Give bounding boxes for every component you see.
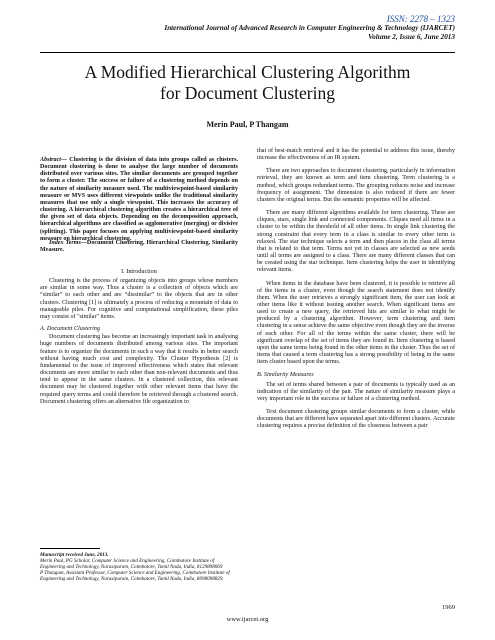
header-rule [40,52,455,53]
footnote-rule [40,548,100,549]
index-terms-label: Index Terms [49,240,81,246]
right-column [257,148,455,430]
paper-title [40,62,455,104]
title-line-2: for Document Clustering [160,83,335,103]
right-paragraph-1: There are two approaches to document clustering, particularly in information retrieval, they are known as term and item clustering. Term clustering is a method, which groups redundant terms. The grouping reduces noise and increase frequency of assignment. The dimension is also reduced if there are fewer clusters the original terms. But the semantic properties will be affected. [257,168,455,203]
authors: Merin Paul, P Thangam [206,120,289,129]
subsection-heading-similarity-measures: B. Similarity Measures [257,371,314,379]
footnote [40,552,238,582]
right-paragraph-5: Text document clustering groups similar documents to form a cluster, while documents that are different have separated apart into different clusters. Accurate clustering requires a precise definition of the closeness between a pair [257,409,455,430]
introduction-section [40,268,238,406]
section-heading-introduction: I. Introduction [121,268,157,275]
issn: ISSN: 2278 – 1323 [386,14,455,24]
right-paragraph-4: The set of terms shared between a pair of documents is typically used as an indication of the similarity of the pair. The nature of similarity measure plays a very important role in the success or failure of a clustering method. [257,381,455,402]
journal-volume: Volume 2, Issue 6, June 2013 [368,33,455,41]
subsection-heading-document-clustering: A. Document Clustering [40,325,100,333]
document-clustering-paragraph: Document clustering has become an increasingly important task in analysing huge numbers of documents distributed among various sites. The important feature is to organize the documents in such a way that it results in better search without having much cost and complexity. The Cluster Hypothesis [2] is fundamental to the issue of improved effectiveness which states that relevant documents are more similar to each other than non-relevant documents and thus tend to appear in the same clusters. In a clustered collection, this relevant document may be clustered together with other relevant items that have the required query terms and could therefore be retrieved through a clustered search. Document clustering offers an alternative file organization to [40,334,238,405]
intro-paragraph: Clustering is the process of organizing objects into groups whose members are similar in some way. Thus a cluster is a collection of objects which are “similar” to each other and are “dissimilar” to the objects that are in other clusters. Clustering [1] is ultimately a process of reducing a mountain of data to manageable piles. For cognitive and computational simplification, these piles may consist of "similar" items. [40,278,238,320]
footnote-author-1: Merin Paul, PG Scholar, Computer Science and Engineering, Coimbatore Institute of Engineering and Technology, Narasipuram, Coimbatore, Tamil Nadu, India, 8129898069 [40,558,223,571]
right-paragraph-2: There are many different algorithms available for term clustering. These are cliques, stars, single link and connected components. Cliques need all items in a cluster to be within the threshold of all other items. In single link clustering the strong constraint that every term in a class is similar to every other term is relaxed. The star technique selects a term and then places in the class all terms that is related to that term. Terms not yet in classes are selected as new seeds until all terms are assigned to a class. There are many different classes that can be created using the star technique. Item clustering helps the user in identifying relevant items. [257,210,455,274]
abstract-label: Abstract— [40,157,68,163]
index-terms [40,240,238,254]
abstract-text: Clustering is the division of data into groups called as clusters. Document clustering is done to analyse the large number of documents distributed over various sites. The similar documents are grouped together to form a cluster. The success or failure of a clustering method depends on the nature of similarity measure used. The multiviewpoint-based similarity measure or MVS uses different viewpoints unlike the traditional similarity measures that use only a single viewpoint. This increases the accuracy of clustering. A hierarchical clustering algorithm creates a hierarchical tree of the given set of data objects. Depending on the decomposition approach, hierarchical algorithms are classified as agglomerative (merging) or divisive (splitting). This paper focuses on applying multiviewpoint-based similarity measure on hierarchical clustering. [40,157,238,242]
index-terms-text: —Document Clustering, Hierarchical Clustering, Similarity Measure. [40,240,238,254]
abstract [40,157,238,243]
footer-url[interactable]: www.ijarcet.org [226,616,269,623]
title-line-1: A Modified Hierarchical Clustering Algorithm [84,62,411,82]
journal-header [164,24,455,42]
right-paragraph-3: When items in the database have been clustered, it is possible to retrieve all of the items in a cluster, even though the search statement does not identify them. When the user retrieves a strongly significant item, the user can look at other items like it without issuing another search. When significant items are used to create a new query, the retrieved hits are similar to what might be produced by a clustering algorithm. However, term clustering and item clustering in a sense achieve the same objective even though they are the inverse of each other. For all of the terms within the same cluster, there will be significant overlap of the set of items they are found in. Item clustering is based upon the same terms being found in the other items in the cluster. Thus the set of items that caused a term clustering has a strong possibility of being in the same item cluster based upon the terms. [257,280,455,366]
right-paragraph-0: that of best-match retrieval and it has the potential to address this issue, thereby increase the effectiveness of an IR system. [257,148,455,162]
page-number: 1969 [442,604,455,611]
journal-name: International Journal of Advanced Research in Computer Engineering & Technology (IJARCET) [164,24,455,32]
footnote-received: Manuscript received June, 2013. [40,552,109,558]
footnote-author-2: P Thangam, Assistant Professor, Computer Science and Engineering, Coimbatore Institute of Engineering and Technology, Narasipuram, Coimbatore, Tamil Nadu, India, 8098098829. [40,570,230,583]
